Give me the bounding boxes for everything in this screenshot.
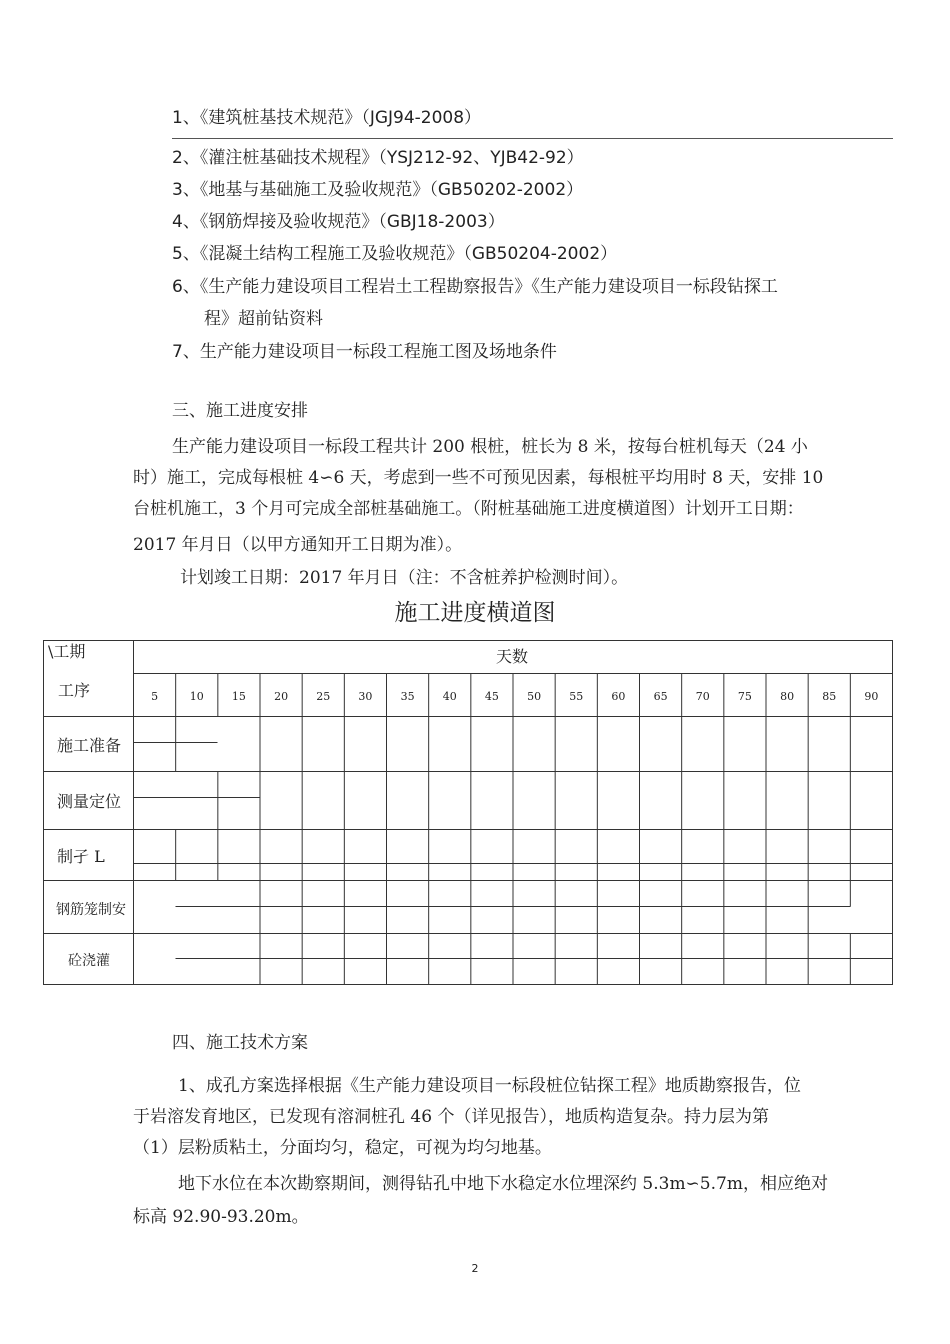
header-period: \工期 [48,642,86,661]
day-label: 60 [611,690,626,703]
ref-item-5: 5、《混凝土结构工程施工及验收规范》（GB50204-2002） [172,244,618,264]
row-label-survey: 测量定位 [57,792,122,811]
day-label: 10 [189,690,204,703]
day-label: 85 [822,690,837,703]
day-label: 5 [151,690,159,703]
page-number: 2 [471,1262,479,1275]
ref-item-4: 4、《钢筋焊接及验收规范》（GBJ18-2003） [172,212,505,232]
day-label: 15 [231,690,246,703]
section4-para1-line1: 1、成孔方案选择根据《生产能力建设项目一标段桩位钻探工程》地质勘察报告，位 [178,1076,801,1096]
ref-item-7: 7、生产能力建设项目一标段工程施工图及场地条件 [172,342,557,362]
ref-item-6: 6、《生产能力建设项目工程岩土工程勘察报告》《生产能力建设项目一标段钻探工 [172,277,778,297]
section3-finish-date: 计划竣工日期：2017 年月日（注：不含桩养护检测时间）。 [180,568,629,588]
row-label-drilling: 制孑 L [57,847,105,866]
day-label: 90 [864,690,879,703]
ref-item-3: 3、《地基与基础施工及验收规范》（GB50202-2002） [172,180,584,200]
section4-para2-line1: 地下水位在本次勘察期间，测得钻孔中地下水稳定水位埋深约 5.3m∽5.7m，相应绝对 [178,1174,828,1194]
header-process: 工序 [58,681,91,700]
day-label: 75 [737,690,752,703]
section3-para-line1: 生产能力建设项目一标段工程共计 200 根桩，桩长为 8 米，按每台桩机每天（24 小 [172,437,808,457]
row-label-rebar-cage: 钢筋笼制安 [56,902,126,918]
day-label: 45 [484,690,499,703]
day-label: 65 [653,690,668,703]
row-label-prep: 施工准备 [57,736,122,755]
day-label: 50 [527,690,542,703]
day-label: 30 [358,690,373,703]
section3-heading: 三、施工进度安排 [172,401,308,421]
header-days: 天数 [495,647,529,666]
section3-para-line4: 2017 年月日（以甲方通知开工日期为准）。 [133,535,463,555]
day-label: 20 [274,690,289,703]
ref-item-1: 1、《建筑桩基技术规范》（JGJ94-2008） [172,108,482,128]
day-label: 40 [442,690,457,703]
section4-para1-line3: （1）层粉质粘土，分面均匀，稳定，可视为均匀地基。 [133,1138,552,1158]
section4-heading: 四、施工技术方案 [172,1033,308,1053]
day-label: 35 [400,690,415,703]
row-label-concrete: 砼浇灌 [68,953,110,969]
day-label: 55 [569,690,584,703]
day-label: 70 [695,690,710,703]
section3-para-line3: 台桩机施工，3 个月可完成全部桩基础施工。（附桩基础施工进度横道图）计划开工日期： [133,499,804,519]
gantt-frame [44,641,893,985]
section4-para1-line2: 于岩溶发育地区，已发现有溶洞桩孔 46 个（详见报告），地质构造复杂。持力层为第 [133,1107,769,1127]
gantt-title: 施工进度横道图 [394,600,556,626]
day-label: 25 [316,690,331,703]
day-label: 80 [780,690,795,703]
ref-item-6-cont: 程》超前钻资料 [204,309,323,329]
ref-item-2: 2、《灌注桩基础技术规程》（YSJ212-92、YJB42-92） [172,148,584,168]
section4-para2-line2: 标高 92.90-93.20m。 [133,1207,309,1227]
section3-para-line2: 时）施工，完成每根桩 4∽6 天，考虑到一些不可预见因素，每根桩平均用时 8 天，安排 10 [133,468,824,488]
